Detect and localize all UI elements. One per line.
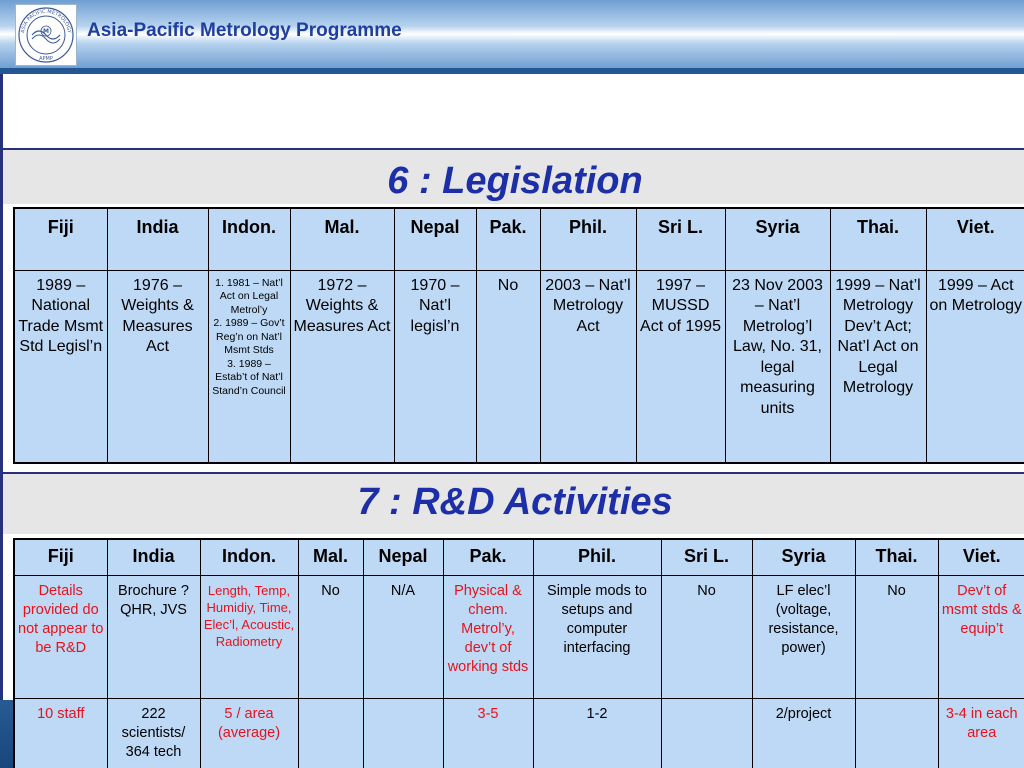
svg-text:ASIA PACIFIC METROLOGY: ASIA PACIFIC METROLOGY: [20, 8, 72, 34]
cell-indon: [208, 270, 290, 463]
col-header-thai: Thai.: [830, 208, 926, 270]
legislation-header-row: [14, 208, 1024, 270]
rnd-cell-fiji: Details provided do not appear to be R&D: [14, 575, 107, 698]
col-header-nepal: Nepal: [394, 208, 476, 270]
rnd-cell-indon: Length, Temp, Humidiy, Time, Elec’l, Acoustic, Radiometry: [200, 575, 298, 698]
col-header-india: India: [107, 208, 208, 270]
indon-item-2: 2. 1989 – Gov’t Reg’n on Nat’l Msmt Stds: [213, 317, 285, 356]
staff-cell-fiji: 10 staff: [14, 698, 107, 768]
svg-text:M: M: [43, 28, 49, 35]
section-title-rnd: 7 : R&D Activities: [357, 481, 673, 523]
rnd-col-header-pak: Pak.: [443, 539, 533, 575]
slide-content: [0, 74, 1024, 760]
cell-india: 1976 – Weights & Measures Act: [107, 270, 208, 463]
col-header-syria: Syria: [725, 208, 830, 270]
rnd-col-header-mal: Mal.: [298, 539, 363, 575]
rnd-col-header-fiji: Fiji: [14, 539, 107, 575]
cell-phil: 2003 – Nat’l Metrology Act: [540, 270, 636, 463]
apmp-logo-icon: [16, 5, 76, 65]
rnd-col-header-sril: Sri L.: [661, 539, 752, 575]
rnd-col-header-thai: Thai.: [855, 539, 938, 575]
rnd-cell-india: Brochure ? QHR, JVS: [107, 575, 200, 698]
staff-cell-indon: 5 / area (average): [200, 698, 298, 768]
rnd-cell-mal: No: [298, 575, 363, 698]
rnd-cell-syria: LF elec’l (voltage, resistance, power): [752, 575, 855, 698]
rnd-col-header-phil: Phil.: [533, 539, 661, 575]
apmp-logo: [15, 4, 77, 66]
col-header-indon: Indon.: [208, 208, 290, 270]
section-title-legislation: 6 : Legislation: [387, 160, 643, 202]
cell-pak: No: [476, 270, 540, 463]
rnd-col-header-syria: Syria: [752, 539, 855, 575]
indon-item-3: 3. 1989 – Estab’t of Nat’l Stand’n Council: [212, 357, 286, 397]
rnd-col-header-india: India: [107, 539, 200, 575]
rnd-cell-viet: Dev’t of msmt stds & equip’t: [938, 575, 1024, 698]
rnd-cell-nepal: N/A: [363, 575, 443, 698]
staff-cell-syria: 2/project: [752, 698, 855, 768]
col-header-viet: Viet.: [926, 208, 1024, 270]
rnd-col-header-viet: Viet.: [938, 539, 1024, 575]
rnd-activities-row: [14, 575, 1024, 698]
header-bar: [0, 0, 1024, 68]
cell-nepal: 1970 – Nat’l legisl’n: [394, 270, 476, 463]
legislation-table: [13, 207, 1024, 464]
col-header-phil: Phil.: [540, 208, 636, 270]
indon-item-1: 1. 1981 – Nat’l Act on Legal Metrol’y: [215, 276, 283, 316]
cell-mal: 1972 – Weights & Measures Act: [290, 270, 394, 463]
rnd-cell-phil: Simple mods to setups and computer interfacing: [533, 575, 661, 698]
cell-viet: 1999 – Act on Metrology: [926, 270, 1024, 463]
cell-fiji: 1989 – National Trade Msmt Std Legisl’n: [14, 270, 107, 463]
rnd-staff-row: [14, 698, 1024, 768]
staff-cell-india: 222 scientists/ 364 tech: [107, 698, 200, 768]
col-header-mal: Mal.: [290, 208, 394, 270]
organization-title: Asia-Pacific Metrology Programme: [87, 20, 402, 41]
cell-sril: 1997 – MUSSD Act of 1995: [636, 270, 725, 463]
cell-thai: 1999 – Nat’l Metrology Dev’t Act; Nat’l Act on Legal Metrology: [830, 270, 926, 463]
staff-cell-phil: 1-2: [533, 698, 661, 768]
staff-cell-viet: 3-4 in each area: [938, 698, 1024, 768]
col-header-pak: Pak.: [476, 208, 540, 270]
col-header-fiji: Fiji: [14, 208, 107, 270]
rnd-cell-thai: No: [855, 575, 938, 698]
rnd-table: [13, 538, 1024, 768]
rnd-cell-sril: No: [661, 575, 752, 698]
rnd-col-header-nepal: Nepal: [363, 539, 443, 575]
legislation-data-row: [14, 270, 1024, 463]
rnd-header-row: [14, 539, 1024, 575]
staff-cell-nepal: [363, 698, 443, 768]
staff-cell-thai: [855, 698, 938, 768]
staff-cell-sril: [661, 698, 752, 768]
staff-cell-mal: [298, 698, 363, 768]
rnd-col-header-indon: Indon.: [200, 539, 298, 575]
col-header-sril: Sri L.: [636, 208, 725, 270]
staff-cell-pak: 3-5: [443, 698, 533, 768]
svg-text:APMP: APMP: [39, 56, 53, 62]
cell-syria: 23 Nov 2003 – Nat’l Metrolog’l Law, No. 31, legal measuring units: [725, 270, 830, 463]
rnd-cell-pak: Physical & chem. Metrol’y, dev’t of working stds: [443, 575, 533, 698]
